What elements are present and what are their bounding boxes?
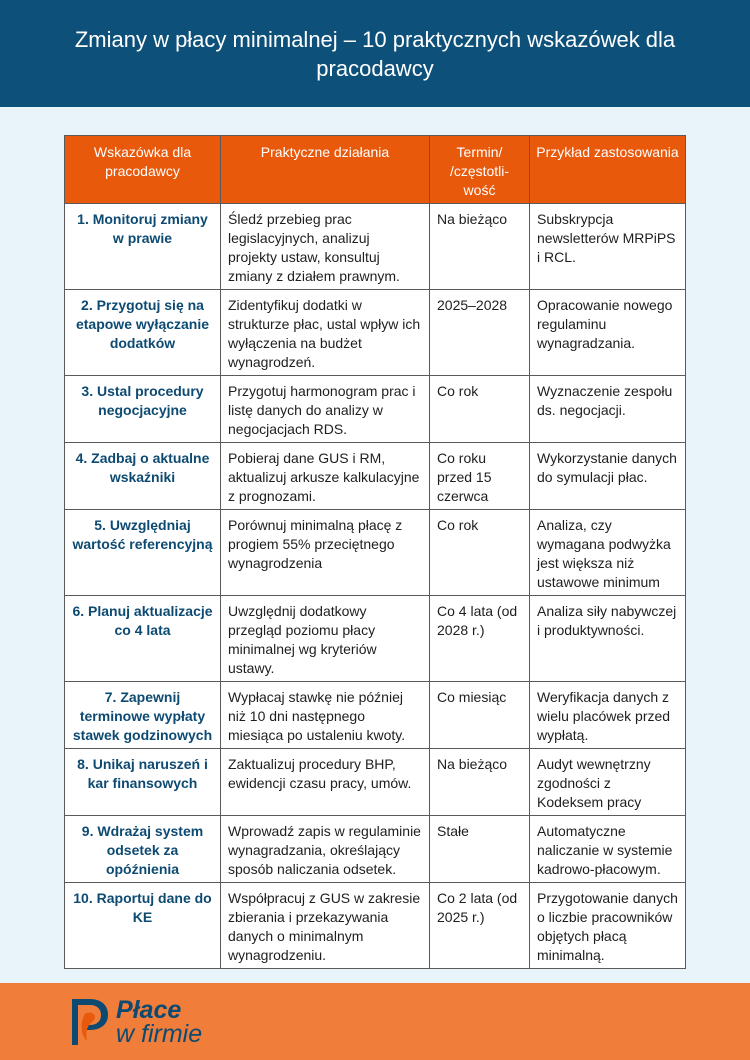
tip-label: 6. Planuj aktualizacje co 4 lata xyxy=(72,603,213,638)
tip-cell xyxy=(65,510,221,596)
table-row xyxy=(65,816,686,883)
example-cell: Opracowanie nowego regulaminu wynagradzania. xyxy=(530,290,686,376)
table-row xyxy=(65,749,686,816)
action-cell: Uwzględnij dodatkowy przegląd poziomu płacy minimalnej wg kryteriów ustawy. xyxy=(221,596,430,682)
tips-table xyxy=(64,135,686,969)
term-cell: Na bieżąco xyxy=(430,749,530,816)
column-header-tip: Wskazówka dla pracodawcy xyxy=(65,136,221,204)
brand-wordmark xyxy=(116,998,202,1046)
example-cell: Audyt wewnętrzny zgodności z Kodeksem pracy xyxy=(530,749,686,816)
tip-cell xyxy=(65,290,221,376)
term-cell: Co roku przed 15 czerwca xyxy=(430,443,530,510)
tip-label: 5. Uwzględniaj wartość referencyjną xyxy=(72,517,213,552)
term-cell: Co 2 lata (od 2025 r.) xyxy=(430,883,530,969)
column-header-example: Przykład zastosowania xyxy=(530,136,686,204)
example-cell: Przygotowanie danych o liczbie pracowników objętych płacą minimalną. xyxy=(530,883,686,969)
term-cell: Co 4 lata (od 2028 r.) xyxy=(430,596,530,682)
table-row xyxy=(65,290,686,376)
action-cell: Zaktualizuj procedury BHP, ewidencji czasu pracy, umów. xyxy=(221,749,430,816)
example-cell: Subskrypcja newsletterów MRPiPS i RCL. xyxy=(530,204,686,290)
tip-cell xyxy=(65,596,221,682)
term-cell: Co miesiąc xyxy=(430,682,530,749)
action-cell: Porównuj minimalną płacę z progiem 55% przeciętnego wynagrodzenia xyxy=(221,510,430,596)
table-row xyxy=(65,376,686,443)
column-header-action: Praktyczne działania xyxy=(221,136,430,204)
table-row xyxy=(65,204,686,290)
table-row xyxy=(65,443,686,510)
example-cell: Analiza siły nabywczej i produktywności. xyxy=(530,596,686,682)
tip-cell xyxy=(65,204,221,290)
example-cell: Analiza, czy wymagana podwyżka jest większa niż ustawowe minimum xyxy=(530,510,686,596)
tip-label: 4. Zadbaj o aktualne wskaźniki xyxy=(75,450,210,485)
term-cell: Stałe xyxy=(430,816,530,883)
action-cell: Zidentyfikuj dodatki w strukturze płac, ustal wpływ ich wyłączenia na budżet wynagrodzeń. xyxy=(221,290,430,376)
example-cell: Wyznaczenie zespołu ds. negocjacji. xyxy=(530,376,686,443)
table-row xyxy=(65,510,686,596)
tip-cell xyxy=(65,883,221,969)
example-cell: Weryfikacja danych z wielu placówek przed wypłatą. xyxy=(530,682,686,749)
tip-label: 3. Ustal procedury negocjacyjne xyxy=(81,383,204,418)
action-cell: Przygotuj harmonogram prac i listę danych do analizy w negocjacjach RDS. xyxy=(221,376,430,443)
table-row xyxy=(65,883,686,969)
tip-label: 8. Unikaj naruszeń i kar finansowych xyxy=(77,756,208,791)
term-cell: Na bieżąco xyxy=(430,204,530,290)
page-title: Zmiany w płacy minimalnej – 10 praktycznych wskazówek dla pracodawcy xyxy=(74,26,676,81)
tip-cell xyxy=(65,682,221,749)
tip-label: 2. Przygotuj się na etapowe wyłączanie dodatków xyxy=(75,297,210,351)
tip-cell xyxy=(65,749,221,816)
brand-name-line1: Płace xyxy=(116,996,182,1024)
column-header-term: Termin/ /częstotli-wość xyxy=(430,136,530,204)
tip-label: 10. Raportuj dane do KE xyxy=(73,890,212,925)
term-cell: Co rok xyxy=(430,376,530,443)
action-cell: Wypłacaj stawkę nie później niż 10 dni następnego miesiąca po ustaleniu kwoty. xyxy=(221,682,430,749)
table-row xyxy=(65,682,686,749)
page-header xyxy=(0,0,750,107)
action-cell: Współpracuj z GUS w zakresie zbierania i przekazywania danych o minimalnym wynagrodzeniu. xyxy=(221,883,430,969)
tip-cell xyxy=(65,443,221,510)
brand-p-icon xyxy=(68,995,112,1049)
action-cell: Śledź przebieg prac legislacyjnych, analizuj projekty ustaw, konsultuj zmiany z działem prawnym. xyxy=(221,204,430,290)
table-row xyxy=(65,596,686,682)
tips-table-wrapper xyxy=(64,135,685,969)
example-cell: Automatyczne naliczanie w systemie kadrowo-płacowym. xyxy=(530,816,686,883)
brand-logo xyxy=(68,995,202,1049)
brand-name-line2: w firmie xyxy=(116,1020,203,1048)
tip-cell xyxy=(65,376,221,443)
tip-cell xyxy=(65,816,221,883)
tip-label: 9. Wdrażaj system odsetek za opóźnienia xyxy=(81,823,204,877)
action-cell: Pobieraj dane GUS i RM, aktualizuj arkusze kalkulacyjne z prognozami. xyxy=(221,443,430,510)
action-cell: Wprowadź zapis w regulaminie wynagradzania, określający sposób naliczania odsetek. xyxy=(221,816,430,883)
term-cell: Co rok xyxy=(430,510,530,596)
term-cell: 2025–2028 xyxy=(430,290,530,376)
tip-label: 1. Monitoruj zmiany w prawie xyxy=(77,211,208,246)
table-header-row xyxy=(65,136,686,204)
example-cell: Wykorzystanie danych do symulacji płac. xyxy=(530,443,686,510)
tip-label: 7. Zapewnij terminowe wypłaty stawek godzinowych xyxy=(72,689,213,743)
